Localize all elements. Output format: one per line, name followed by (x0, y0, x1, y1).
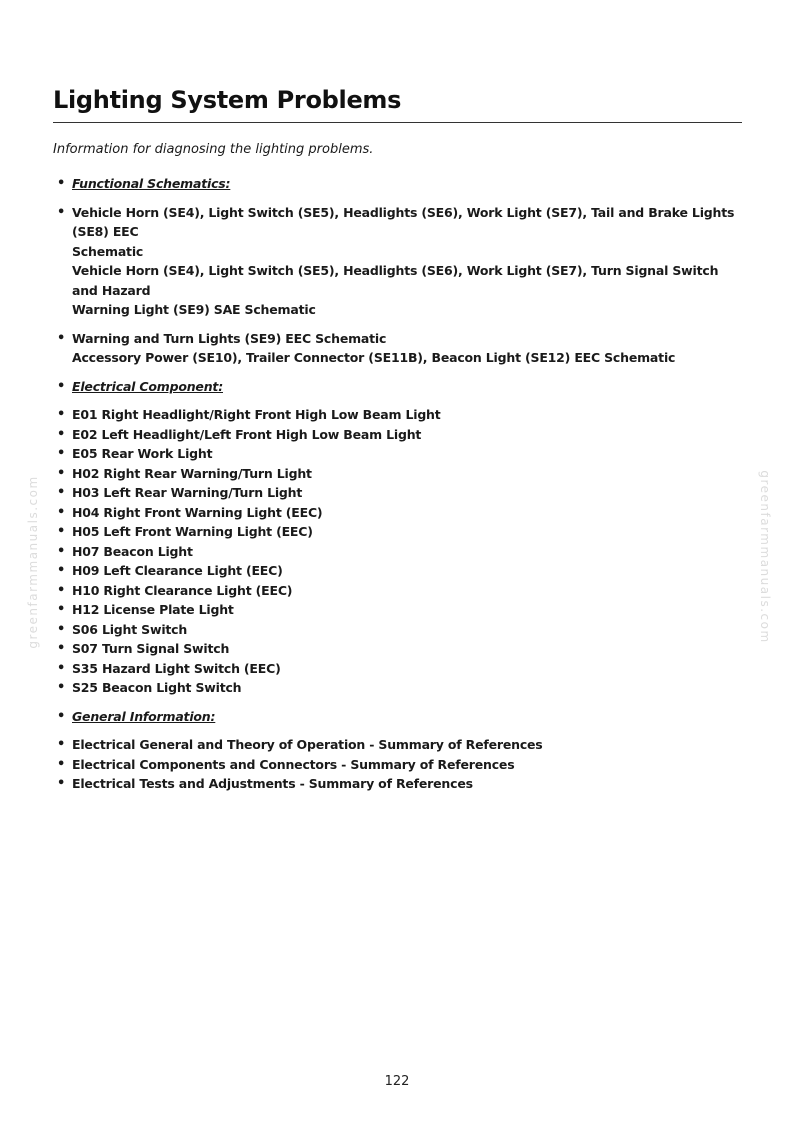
schematic-link-1[interactable] (56, 203, 746, 320)
reference-link[interactable]: • Electrical Components and Connectors - Summary of References (56, 755, 746, 775)
schematic-link-1-line-2: Schematic (72, 243, 144, 259)
component-link[interactable]: • H07 Beacon Light (56, 542, 746, 562)
intro-text: Information for diagnosing the lighting problems. (53, 142, 374, 157)
component-link[interactable]: • E05 Rear Work Light (56, 444, 746, 464)
component-link[interactable]: • H05 Left Front Warning Light (EEC) (56, 522, 746, 542)
component-link[interactable]: • E02 Left Headlight/Left Front High Low Beam Light (56, 425, 746, 445)
schematic-link-2-line-2: Accessory Power (SE10), Trailer Connector (SE11B), Beacon Light (SE12) EEC Schematic (72, 350, 676, 365)
schematic-link-1-line-3: Vehicle Horn (SE4), Light Switch (SE5), Headlights (SE6), Work Light (SE7), Turn Signal Switch and Hazard (72, 263, 719, 298)
functional-schematics-heading: • Functional Schematics: (56, 174, 746, 194)
component-link[interactable]: • S07 Turn Signal Switch (56, 639, 746, 659)
schematic-link-2[interactable] (56, 329, 746, 368)
reference-link[interactable]: • Electrical Tests and Adjustments - Summary of References (56, 774, 746, 794)
electrical-component-heading: • Electrical Component: (56, 377, 746, 397)
component-link[interactable]: • H10 Right Clearance Light (EEC) (56, 581, 746, 601)
title-divider (53, 122, 742, 123)
component-link[interactable]: • S25 Beacon Light Switch (56, 678, 746, 698)
component-link[interactable]: • H09 Left Clearance Light (EEC) (56, 561, 746, 581)
component-link[interactable]: • S06 Light Switch (56, 620, 746, 640)
component-link[interactable]: • E01 Right Headlight/Right Front High Low Beam Light (56, 405, 746, 425)
page-title: Lighting System Problems (53, 86, 402, 114)
component-link[interactable]: • H12 License Plate Light (56, 600, 746, 620)
schematic-link-2-line-1: • Warning and Turn Lights (SE9) EEC Schematic (72, 330, 387, 346)
content-body (56, 174, 746, 794)
reference-link[interactable]: • Electrical General and Theory of Operation - Summary of References (56, 735, 746, 755)
watermark-left: greenfarmmanuals.com (26, 475, 40, 649)
component-link[interactable]: • S35 Hazard Light Switch (EEC) (56, 659, 746, 679)
section-list (56, 174, 746, 794)
schematic-link-1-line-1: • Vehicle Horn (SE4), Light Switch (SE5), Headlights (SE6), Work Light (SE7), Tail and Brake Lights (SE8) EEC (72, 204, 735, 239)
general-information-heading: • General Information: (56, 707, 746, 727)
component-link[interactable]: • H04 Right Front Warning Light (EEC) (56, 503, 746, 523)
component-link[interactable]: • H03 Left Rear Warning/Turn Light (56, 483, 746, 503)
page-number: 122 (384, 1074, 410, 1089)
watermark-right: greenfarmmanuals.com (758, 470, 772, 644)
schematic-link-1-line-4: Warning Light (SE9) SAE Schematic (72, 302, 316, 317)
component-link[interactable]: • H02 Right Rear Warning/Turn Light (56, 464, 746, 484)
